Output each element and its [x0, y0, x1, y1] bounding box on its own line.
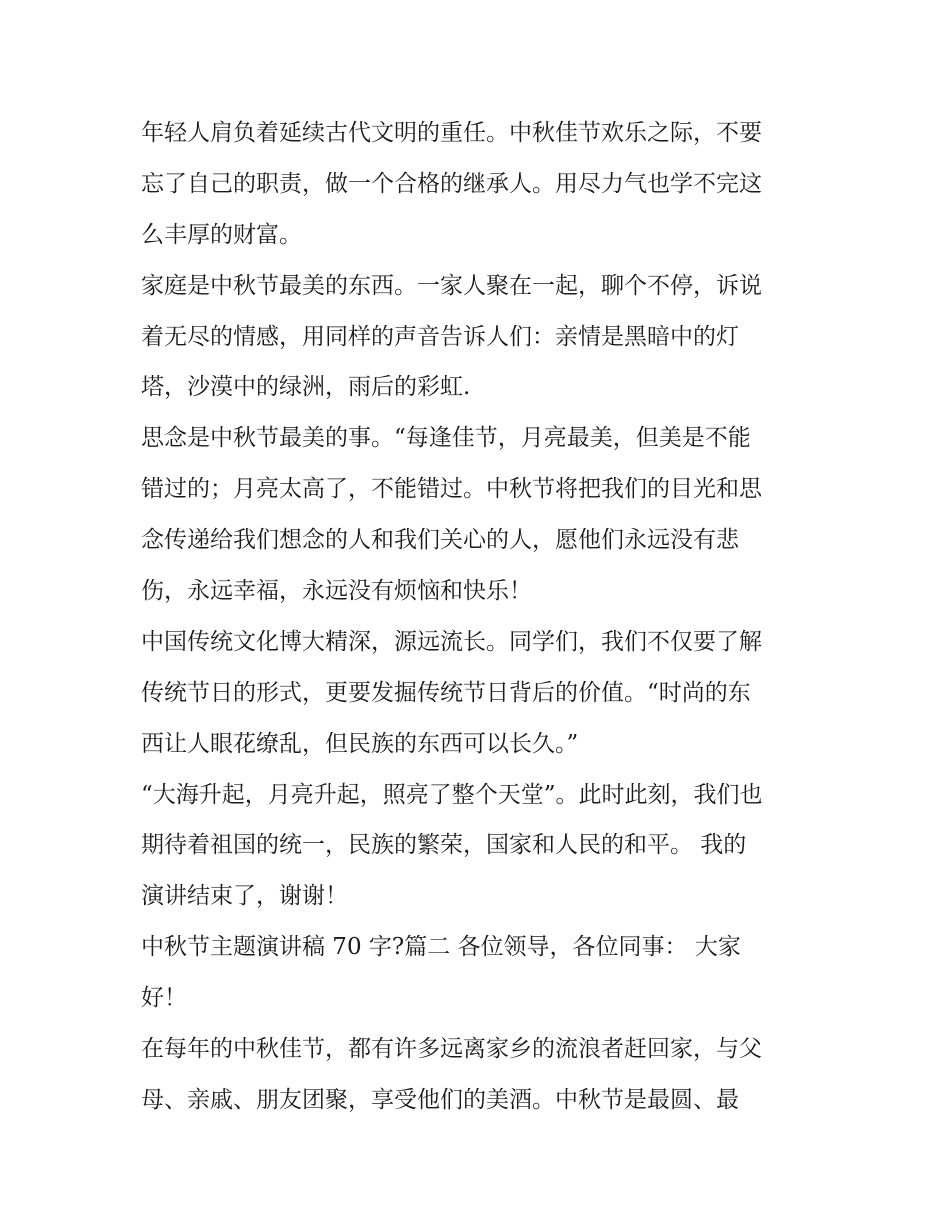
text-line: 塔，沙漠中的绿洲，雨后的彩虹.	[141, 374, 471, 401]
text-line: 传统节日的形式，更要发掘传统节日背后的价值。“时尚的东	[141, 679, 751, 706]
text-line: 忘了自己的职责，做一个合格的继承人。用尽力气也学不完这	[141, 170, 762, 197]
document-body	[141, 108, 821, 1126]
text-line: 好！	[141, 985, 187, 1012]
text-line: 思念是中秋节最美的事。“每逢佳节，月亮最美，但美是不能	[141, 425, 751, 452]
text-line: 期待着祖国的统一，民族的繁荣，国家和人民的和平。 我的	[141, 832, 747, 859]
text-line: 演讲结束了，谢谢！	[141, 883, 348, 910]
text-line: 西让人眼花缭乱，但民族的东西可以长久。”	[141, 730, 579, 757]
text-line: 母、亲戚、朋友团聚，享受他们的美酒。中秋节是最圆、最	[141, 1086, 739, 1113]
text-line: 家庭是中秋节最美的东西。一家人聚在一起，聊个不停，诉说	[141, 272, 762, 299]
text-line: 念传递给我们想念的人和我们关心的人，愿他们永远没有悲	[141, 527, 739, 554]
text-line: 中秋节主题演讲稿 70 字?篇二 各位领导，各位同事： 大家	[141, 934, 741, 961]
text-line: 在每年的中秋佳节，都有许多远离家乡的流浪者赶回家，与父	[141, 1036, 762, 1063]
text-line: 年轻人肩负着延续古代文明的重任。中秋佳节欢乐之际，不要	[141, 120, 762, 146]
text-line: 错过的；月亮太高了，不能错过。中秋节将把我们的目光和思	[141, 476, 762, 503]
text-line: 么丰厚的财富。	[141, 221, 302, 248]
text-line: 着无尽的情感，用同样的声音告诉人们：亲情是黑暗中的灯	[141, 323, 739, 350]
text-line: 伤，永远幸福，永远没有烦恼和快乐！	[141, 578, 532, 605]
text-line: “大海升起，月亮升起，照亮了整个天堂”。此时此刻，我们也	[141, 781, 763, 808]
text-line: 中国传统文化博大精深，源远流长。同学们，我们不仅要了解	[141, 628, 762, 655]
